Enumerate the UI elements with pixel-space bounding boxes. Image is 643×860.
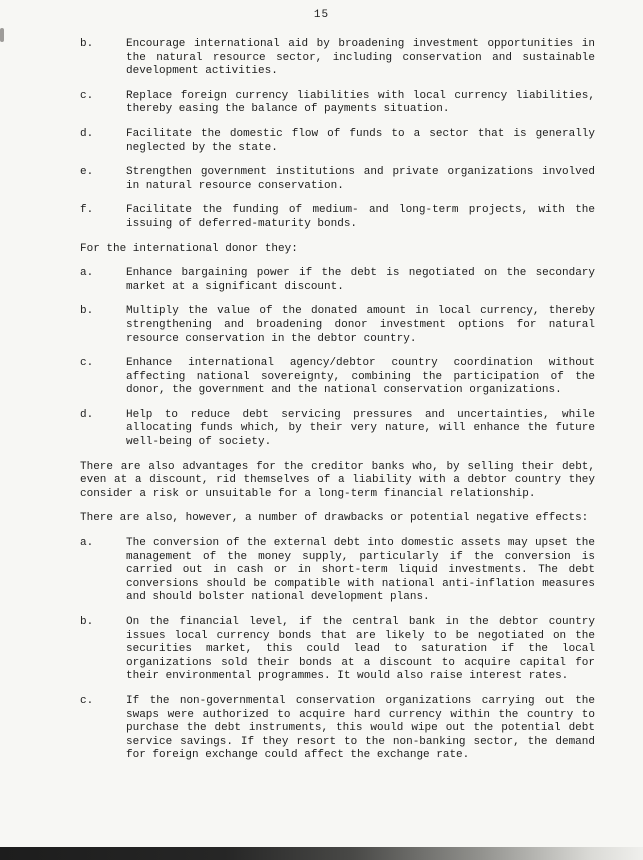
list-item [80, 537, 595, 605]
paragraph-creditor-banks: There are also advantages for the creditor banks who, by selling their debt, even at a discount, rid themselves of a liability with a debtor country they consider a risk or unsuitable for a long-term financial relationship. [80, 460, 595, 500]
scan-artifact-smudge [0, 28, 4, 42]
list-item [80, 90, 595, 117]
list-item [80, 38, 595, 79]
list-item [80, 695, 595, 763]
item-text: The conversion of the external debt into domestic assets may upset the management of the money supply, particularly if the conversion is carried out in cash or in short-term liquid investments. The debt conversions should be compatible with national anti-inflation measures and should bolster national development plans. [126, 537, 595, 604]
item-label: b. [80, 305, 94, 318]
list-item [80, 204, 595, 231]
item-text: If the non-governmental conservation organizations carrying out the swaps were authorized to acquire hard currency within the country to purchase the debt instruments, this would wipe out the potential debt service savings. If they resort to the non-banking sector, the demand for foreign exchange could affect the exchange rate. [126, 694, 595, 762]
list-item [80, 128, 595, 155]
item-label: b. [80, 38, 94, 50]
item-label: b. [80, 616, 94, 628]
page-content [80, 38, 595, 774]
item-label: f. [80, 204, 94, 217]
item-label: e. [80, 166, 94, 179]
list-item [80, 305, 595, 346]
list-item [80, 267, 595, 294]
item-text: Enhance international agency/debtor country coordination without affecting national sovereignty, combining the participation of the donor, the government and the national conservation organizations. [126, 357, 595, 397]
item-label: c. [80, 89, 94, 102]
item-text: Facilitate the domestic flow of funds to a sector that is generally neglected by the state. [126, 127, 595, 154]
item-label: d. [80, 408, 94, 421]
list-item [80, 166, 595, 193]
item-text: Encourage international aid by broadening investment opportunities in the natural resource sector, including conservation and sustainable development activities. [126, 38, 595, 78]
item-label: d. [80, 127, 94, 140]
page-number: 15 [313, 9, 330, 21]
item-text: Replace foreign currency liabilities with local currency liabilities, thereby easing the balance of payments situation. [126, 89, 595, 116]
scan-artifact-bottom-edge [0, 847, 643, 860]
item-text: Multiply the value of the donated amount in local currency, thereby strengthening and broadening donor investment options for natural resource conservation in the debtor country. [126, 305, 595, 345]
item-label: a. [80, 267, 94, 280]
item-text: Strengthen government institutions and private organizations involved in natural resource conservation. [126, 166, 595, 192]
item-label: c. [80, 357, 94, 370]
list-item [80, 616, 595, 684]
item-text: Help to reduce debt servicing pressures and uncertainties, while allocating funds which, by their very nature, will enhance the future well-being of society. [126, 408, 595, 449]
paragraph-donor-intro: For the international donor they: [80, 242, 298, 255]
list-item [80, 357, 595, 398]
paragraph-drawbacks-intro: There are also, however, a number of drawbacks or potential negative effects: [80, 512, 589, 525]
item-label: a. [80, 537, 94, 550]
item-label: c. [80, 694, 94, 707]
item-text: Enhance bargaining power if the debt is negotiated on the secondary market at a significant discount. [126, 267, 595, 293]
item-text: On the financial level, if the central bank in the debtor country issues local currency bonds that are likely to be negotiated on the securities market, this could lead to saturation if the local organizations sold their bonds at a discount to acquire capital for their environmental programmes. It would also raise interest rates. [126, 616, 595, 683]
list-item [80, 409, 595, 450]
item-text: Facilitate the funding of medium- and long-term projects, with the issuing of deferred-maturity bonds. [126, 204, 595, 230]
